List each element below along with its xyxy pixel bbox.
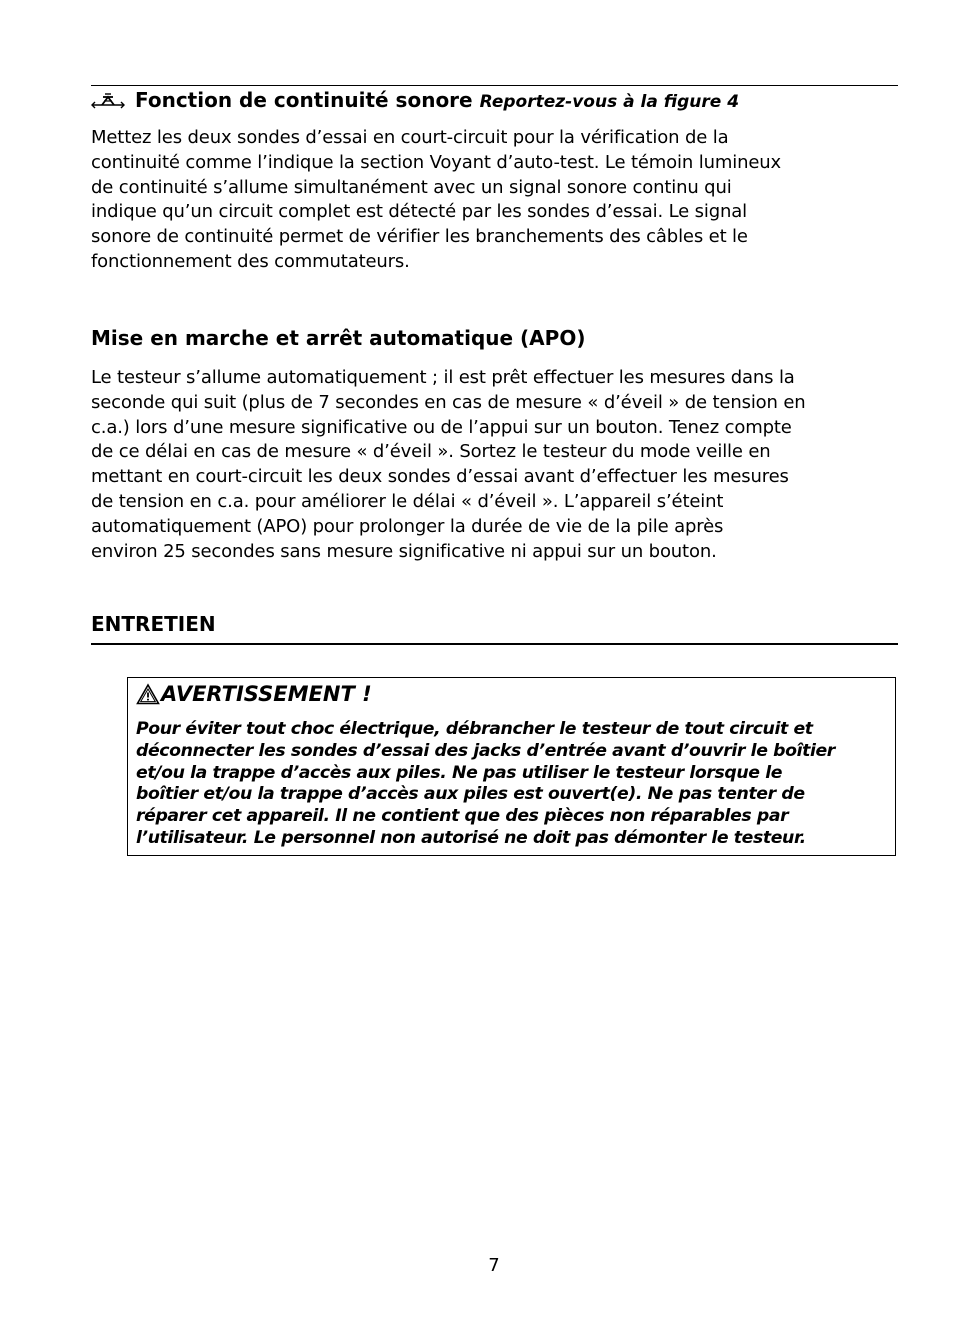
paragraph-line: c.a.) lors d’une mesure significative ou de l’appui sur un bouton. Tenez compte bbox=[91, 416, 792, 438]
warning-line: boîtier et/ou la trappe d’accès aux piles est ouvert(e). Ne pas tenter de bbox=[136, 784, 805, 805]
warning-title bbox=[136, 682, 372, 706]
maintenance-heading: ENTRETIEN bbox=[91, 612, 216, 636]
continuity-heading bbox=[91, 88, 898, 114]
maintenance-divider bbox=[91, 643, 898, 645]
apo-heading: Mise en marche et arrêt automatique (APO) bbox=[91, 326, 586, 350]
paragraph-line: mettant en court-circuit les deux sondes d’essai avant d’effectuer les mesures bbox=[91, 466, 789, 488]
paragraph-line: sonore de continuité permet de vérifier les branchements des câbles et le bbox=[91, 226, 748, 248]
top-divider bbox=[91, 85, 898, 86]
paragraph-line: automatiquement (APO) pour prolonger la durée de vie de la pile après bbox=[91, 515, 724, 537]
continuity-buzzer-icon bbox=[91, 93, 125, 109]
warning-line: déconnecter les sondes d’essai des jacks d’entrée avant d’ouvrir le boîtier bbox=[136, 740, 835, 761]
paragraph-line: indique qu’un circuit complet est détecté par les sondes d’essai. Le signal bbox=[91, 201, 747, 223]
paragraph-line: de tension en c.a. pour améliorer le délai « d’éveil ». L’appareil s’éteint bbox=[91, 490, 724, 512]
warning-line: Pour éviter tout choc électrique, débrancher le testeur de tout circuit et bbox=[136, 719, 813, 739]
apo-paragraph bbox=[91, 366, 898, 564]
paragraph-line: seconde qui suit (plus de 7 secondes en cas de mesure « d’éveil » de tension en bbox=[91, 391, 806, 413]
figure-reference: Reportez-vous à la figure 4 bbox=[479, 92, 740, 112]
paragraph-line: de continuité s’allume simultanément avec un signal sonore continu qui bbox=[91, 176, 732, 198]
manual-page bbox=[91, 0, 898, 1332]
warning-line: réparer cet appareil. Il ne contient que des pièces non réparables par bbox=[136, 806, 789, 827]
paragraph-line: Mettez les deux sondes d’essai en court-circuit pour la vérification de la bbox=[91, 127, 729, 148]
warning-line: l’utilisateur. Le personnel non autorisé ne doit pas démonter le testeur. bbox=[136, 827, 806, 848]
warning-label: AVERTISSEMENT ! bbox=[161, 682, 372, 706]
page-number: 7 bbox=[488, 1255, 500, 1276]
paragraph-line: continuité comme l’indique la section Voyant d’auto-test. Le témoin lumineux bbox=[91, 151, 782, 173]
paragraph-line: environ 25 secondes sans mesure significative ni appui sur un bouton. bbox=[91, 540, 717, 562]
continuity-title: Fonction de continuité sonore bbox=[135, 88, 473, 112]
warning-text bbox=[136, 719, 894, 850]
continuity-paragraph bbox=[91, 126, 898, 275]
warning-line: et/ou la trappe d’accès aux piles. Ne pas utiliser le testeur lorsque le bbox=[136, 762, 783, 783]
paragraph-line: fonctionnement des commutateurs. bbox=[91, 250, 410, 272]
warning-triangle-icon bbox=[136, 683, 160, 705]
paragraph-line: Le testeur s’allume automatiquement ; il est prêt effectuer les mesures dans la bbox=[91, 367, 795, 388]
warning-box bbox=[127, 677, 896, 856]
paragraph-line: de ce délai en cas de mesure « d’éveil ». Sortez le testeur du mode veille en bbox=[91, 441, 771, 463]
